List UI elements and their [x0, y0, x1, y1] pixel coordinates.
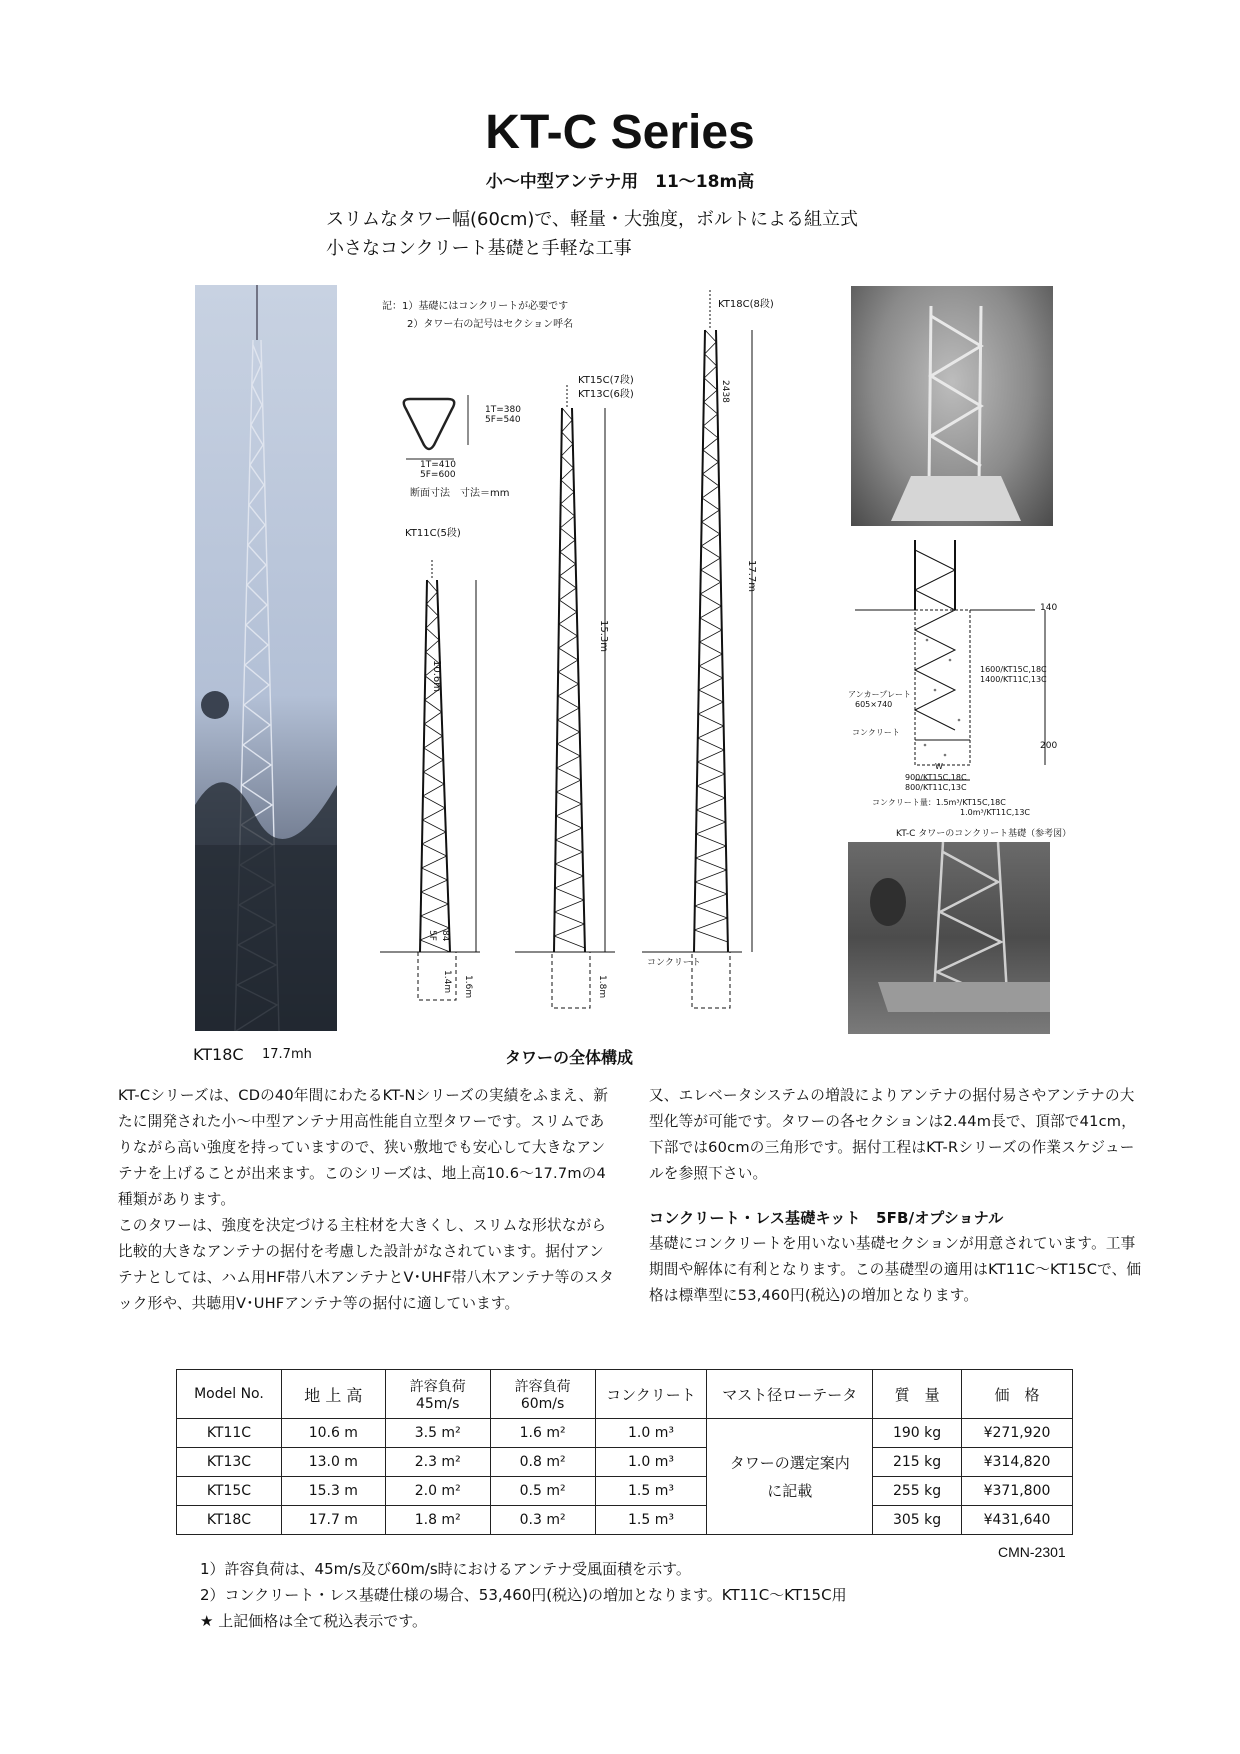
cross-bot-1: 1T=410 — [420, 460, 456, 470]
table-header-row — [177, 1370, 1073, 1419]
cross-top-1: 1T=380 — [485, 405, 521, 415]
cell-price: ¥431,640 — [962, 1506, 1073, 1535]
cross-bot-2: 5F=600 — [420, 470, 456, 480]
tower-base-photo — [851, 286, 1053, 526]
foundation-dim-200: 200 — [1040, 741, 1058, 751]
tower-label-kt15c: KT15C(7段) — [578, 375, 634, 386]
tower-label-kt13c: KT13C(6段) — [578, 389, 634, 400]
cell-mass: 305 kg — [873, 1506, 962, 1535]
foundation-caption: KT-C タワーのコンクリート基礎（参考図） — [896, 829, 1072, 839]
foundation-concrete-label: コンクリート — [852, 728, 900, 737]
cell-load60: 1.6 m² — [490, 1419, 595, 1448]
cell-height: 17.7 m — [281, 1506, 385, 1535]
cell-mass: 255 kg — [873, 1477, 962, 1506]
load45-title: 許容負荷 — [409, 1379, 466, 1395]
cell-load45: 3.5 m² — [385, 1419, 490, 1448]
anchor-plate-size: 605×740 — [855, 700, 893, 709]
tower-label-kt18c: KT18C(8段) — [718, 299, 774, 310]
foundation-depth-1: 1600/KT15C,18C — [980, 665, 1047, 674]
load60-title: 許容負荷 — [514, 1379, 571, 1395]
footnote-2: 2）コンクリート・レス基礎仕様の場合、53,460円(税込)の増加となります。KT11C～KT15C用 — [200, 1586, 847, 1604]
cell-model: KT13C — [177, 1448, 282, 1477]
cell-price: ¥371,800 — [962, 1477, 1073, 1506]
concrete-label: コンクリート — [647, 958, 701, 968]
diagram-note-1: 記：1）基礎にはコンクリートが必要です — [382, 301, 569, 312]
doc-code: CMN-2301 — [998, 1544, 1066, 1560]
spec-table — [176, 1369, 1073, 1535]
body-right — [649, 1083, 1149, 1309]
cross-top-2: 5F=540 — [485, 415, 521, 425]
col-mass: 質 量 — [873, 1370, 962, 1419]
col-price: 価 格 — [962, 1370, 1073, 1419]
body-left-paragraph-2: このタワーは、強度を決定づける主柱材を大きくし、スリムな形状ながら比較的大きなアンテナの据付を考慮した設計がなされています。据付アンテナとしては、ハム用HF帯八木アンテナとV･UHF帯八木アンテナ等のスタック形や、共聴用V･UHFアンテナ等の据付に適しています。 — [118, 1217, 614, 1312]
cell-mass: 215 kg — [873, 1448, 962, 1477]
cell-load45: 2.3 m² — [385, 1448, 490, 1477]
tagline-2: 小さなコンクリート基礎と手軽な工事 — [326, 238, 632, 259]
col-model: Model No. — [177, 1370, 282, 1419]
installation-photo — [848, 842, 1050, 1034]
page-title: KT-C Series — [485, 106, 755, 159]
tower1-height: 10.6m — [431, 660, 442, 693]
body-right-paragraph: 又、エレベータシステムの増設によりアンテナの据付易さやアンテナの大型化等が可能です。タワーの各セクションは2.44m長で、頂部で41cm，下部では60cmの三角形です。据付工程はKT-Rシリーズの作業スケジュールを参照下さい。 — [649, 1087, 1137, 1182]
depth-a: 1.4m — [442, 970, 452, 994]
cell-concrete: 1.5 m³ — [595, 1477, 707, 1506]
foundation-width-2: 800/KT11C,13C — [905, 783, 967, 792]
cell-load60: 0.5 m² — [490, 1477, 595, 1506]
dim-base-a: 84 — [440, 930, 450, 942]
photo-caption-model: KT18C — [193, 1045, 244, 1064]
concrete-volume-1: コンクリート量：1.5m³/KT15C,18C — [872, 798, 1006, 807]
tower3-section-length: 2438 — [720, 380, 730, 403]
cell-model: KT18C — [177, 1506, 282, 1535]
photo-caption-height: 17.7mh — [262, 1047, 312, 1062]
mast-note-line-1: タワーの選定案内 — [729, 1453, 850, 1472]
body-left — [118, 1083, 618, 1317]
cell-load45: 2.0 m² — [385, 1477, 490, 1506]
foundation-w-label: W — [935, 762, 943, 771]
foundation-dim-140: 140 — [1040, 603, 1058, 613]
cell-height: 10.6 m — [281, 1419, 385, 1448]
table-row — [177, 1448, 1073, 1477]
col-concrete: コンクリート — [595, 1370, 707, 1419]
table-row — [177, 1506, 1073, 1535]
concrete-volume-2: 1.0m³/KT11C,13C — [960, 808, 1031, 817]
cell-mass: 190 kg — [873, 1419, 962, 1448]
tower2-height: 15.3m — [598, 620, 609, 653]
tower-elevation-diagram — [380, 290, 760, 1025]
col-height: 地 上 高 — [281, 1370, 385, 1419]
cell-load60: 0.8 m² — [490, 1448, 595, 1477]
table-row — [177, 1419, 1073, 1448]
col-load45 — [385, 1370, 490, 1419]
load60-unit: 60m/s — [520, 1396, 565, 1412]
dim-base-b: 5F — [427, 930, 437, 941]
anchor-plate-label: アンカープレート — [848, 690, 911, 699]
cell-price: ¥314,820 — [962, 1448, 1073, 1477]
tower-photo — [195, 285, 337, 1031]
load45-unit: 45m/s — [415, 1396, 460, 1412]
tagline-1: スリムなタワー幅(60cm)で、軽量・大強度，ボルトによる組立式 — [326, 209, 859, 230]
col-mast: マスト径ローテータ — [707, 1370, 873, 1419]
diagram-note-2: 2）タワー右の記号はセクション呼名 — [407, 319, 574, 330]
cell-height: 15.3 m — [281, 1477, 385, 1506]
cell-mast-note — [707, 1419, 873, 1535]
cell-concrete: 1.0 m³ — [595, 1448, 707, 1477]
cell-price: ¥271,920 — [962, 1419, 1073, 1448]
footnote-3: ★ 上記価格は全て税込表示です。 — [200, 1612, 428, 1630]
diagram-caption: タワーの全体構成 — [505, 1048, 634, 1067]
table-row — [177, 1477, 1073, 1506]
cross-units: 断面寸法 寸法＝mm — [410, 488, 510, 499]
body-left-paragraph-1: KT-Cシリーズは、CDの40年間にわたるKT-Nシリーズの実績をふまえ、新たに開発された小～中型アンテナ用高性能自立型タワーです。スリムでありながら高い強度を持っていますので、狭い敷地でも安心して大きなアンテナを上げることが出来ます。このシリーズは、地上高10.6～17.7mの4種類があります。 — [118, 1087, 609, 1208]
foundation-depth-2: 1400/KT11C,13C — [980, 675, 1047, 684]
cell-height: 13.0 m — [281, 1448, 385, 1477]
subhead-concrete-less: コンクリート・レス基礎キット 5FB/オプショナル — [649, 1209, 1004, 1227]
body-right-paragraph-2: 基礎にコンクリートを用いない基礎セクションが用意されています。工事期間や解体に有利となります。この基礎型の適用はKT11C～KT15Cで、価格は標準型に53,460円(税込)の増加となります。 — [649, 1235, 1142, 1304]
mast-note-line-2: に記載 — [767, 1481, 813, 1500]
cell-concrete: 1.0 m³ — [595, 1419, 707, 1448]
depth-c: 1.8m — [597, 975, 607, 999]
depth-b: 1.6m — [463, 975, 473, 999]
cell-model: KT15C — [177, 1477, 282, 1506]
cell-load60: 0.3 m² — [490, 1506, 595, 1535]
tower3-height: 17.7m — [746, 560, 757, 593]
tower-label-kt11c: KT11C(5段) — [405, 528, 461, 539]
footnote-1: 1）許容負荷は、45m/s及び60m/s時におけるアンテナ受風面積を示す。 — [200, 1560, 691, 1578]
col-load60 — [490, 1370, 595, 1419]
foundation-width-1: 900/KT15C,18C — [905, 773, 967, 782]
page-subtitle: 小～中型アンテナ用 11～18m高 — [485, 172, 755, 192]
cell-load45: 1.8 m² — [385, 1506, 490, 1535]
cell-concrete: 1.5 m³ — [595, 1506, 707, 1535]
cell-model: KT11C — [177, 1419, 282, 1448]
